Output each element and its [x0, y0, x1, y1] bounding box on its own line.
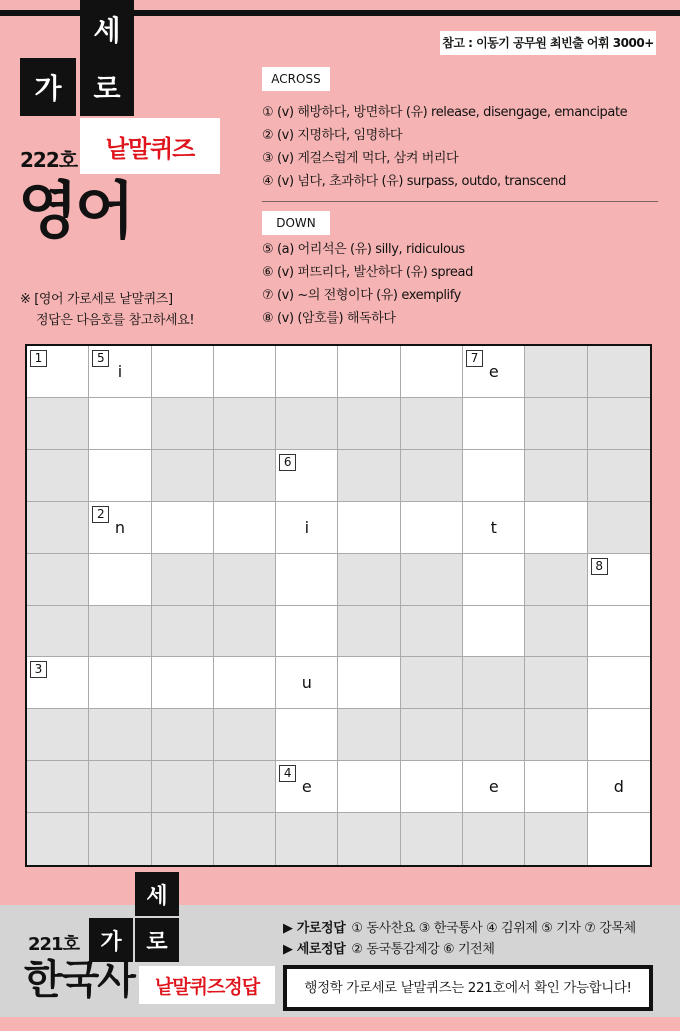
grid-cell-shaded	[338, 606, 400, 658]
grid-cell-shaded	[214, 450, 276, 502]
grid-cell-shaded	[525, 346, 587, 398]
prev-title-char-ro: 로	[135, 918, 179, 962]
note-line-1: ※ [영어 가로세로 낱말퀴즈]	[20, 292, 173, 307]
grid-cell-shaded	[525, 813, 587, 865]
grid-cell-shaded	[401, 398, 463, 450]
grid-cell-shaded	[588, 450, 650, 502]
grid-cell-shaded	[152, 554, 214, 606]
grid-cell-shaded	[525, 709, 587, 761]
grid-cell-shaded	[338, 554, 400, 606]
grid-cell-shaded	[27, 502, 89, 554]
grid-cell-shaded	[27, 761, 89, 813]
grid-cell-white[interactable]	[89, 450, 151, 502]
grid-cell-shaded	[401, 709, 463, 761]
cell-letter: n	[114, 517, 126, 537]
grid-cell-shaded	[463, 709, 525, 761]
grid-cell-shaded	[525, 657, 587, 709]
down-clue: ⑥ (v) 퍼뜨리다, 발산하다 (유) spread	[262, 265, 473, 280]
clue-divider	[262, 201, 658, 202]
grid-cell-shaded	[276, 398, 338, 450]
grid-cell-shaded	[152, 606, 214, 658]
down-clue: ⑦ (v) ~의 전형이다 (유) exemplify	[262, 288, 461, 303]
down-clue-list	[262, 238, 473, 330]
cell-letter: u	[301, 673, 312, 693]
grid-cell-white[interactable]	[152, 346, 214, 398]
grid-cell-white[interactable]	[276, 709, 338, 761]
grid-cell-white[interactable]	[401, 346, 463, 398]
grid-cell-white[interactable]	[276, 554, 338, 606]
grid-cell-shaded	[152, 709, 214, 761]
grid-cell-shaded	[27, 606, 89, 658]
grid-cell-white[interactable]	[214, 346, 276, 398]
cell-letter: e	[488, 777, 499, 797]
grid-cell-shaded	[276, 813, 338, 865]
grid-cell-white[interactable]	[525, 761, 587, 813]
grid-cell-white[interactable]	[588, 761, 650, 813]
grid-cell-shaded	[89, 761, 151, 813]
grid-cell-white[interactable]	[463, 606, 525, 658]
grid-cell-shaded	[27, 554, 89, 606]
across-clue: ④ (v) 넘다, 초과하다 (유) surpass, outdo, transcend	[262, 174, 566, 189]
clue-number: 2	[92, 506, 109, 523]
answer-note	[20, 289, 194, 331]
grid-cell-shaded	[338, 398, 400, 450]
clue-number: 1	[30, 350, 47, 367]
grid-cell-white[interactable]	[401, 502, 463, 554]
issue-number: 222호	[20, 148, 78, 172]
grid-cell-shaded	[152, 761, 214, 813]
grid-cell-white[interactable]	[588, 813, 650, 865]
grid-cell-white[interactable]	[588, 657, 650, 709]
prev-issue-number: 221호	[28, 934, 79, 955]
grid-cell-white[interactable]	[463, 450, 525, 502]
prev-across-label: ▶ 가로정답	[283, 921, 346, 936]
grid-cell-shaded	[463, 813, 525, 865]
title-char-ro: 로	[80, 58, 134, 116]
grid-cell-white[interactable]	[214, 657, 276, 709]
prev-down-values: ② 동국통감제강 ⑥ 기전체	[351, 942, 495, 957]
grid-cell-shaded	[338, 813, 400, 865]
grid-cell-shaded	[525, 554, 587, 606]
grid-cell-white[interactable]	[338, 346, 400, 398]
grid-cell-shaded	[152, 813, 214, 865]
across-clue: ② (v) 지명하다, 임명하다	[262, 128, 403, 143]
grid-cell-shaded	[152, 398, 214, 450]
grid-cell-white[interactable]	[525, 502, 587, 554]
grid-cell-shaded	[401, 813, 463, 865]
grid-cell-white[interactable]	[588, 709, 650, 761]
cell-letter: d	[613, 777, 624, 797]
grid-cell-white[interactable]	[276, 450, 338, 502]
grid-cell-shaded	[214, 709, 276, 761]
grid-cell-white[interactable]	[463, 761, 525, 813]
grid-cell-shaded	[27, 709, 89, 761]
grid-cell-shaded	[214, 606, 276, 658]
grid-cell-white[interactable]	[588, 554, 650, 606]
prev-quiz-subtitle: 낱말퀴즈정답	[139, 966, 275, 1004]
prev-title-char-se: 세	[135, 872, 179, 916]
clue-number: 7	[466, 350, 483, 367]
grid-cell-shaded	[89, 606, 151, 658]
grid-cell-white[interactable]	[463, 502, 525, 554]
grid-cell-white[interactable]	[89, 346, 151, 398]
grid-cell-shaded	[525, 606, 587, 658]
down-header: DOWN	[262, 211, 330, 235]
grid-cell-white[interactable]	[588, 606, 650, 658]
grid-cell-shaded	[152, 450, 214, 502]
grid-cell-white[interactable]	[276, 761, 338, 813]
grid-cell-white[interactable]	[338, 761, 400, 813]
grid-cell-shaded	[588, 346, 650, 398]
prev-title-char-ga: 가	[89, 918, 133, 962]
grid-cell-white[interactable]	[401, 761, 463, 813]
grid-cell-white[interactable]	[89, 554, 151, 606]
clue-number: 8	[591, 558, 608, 575]
notice-banner: 행정학 가로세로 낱말퀴즈는 221호에서 확인 가능합니다!	[283, 965, 653, 1011]
subject-title: 영어	[18, 174, 132, 247]
title-char-se: 세	[80, 0, 134, 58]
grid-cell-shaded	[588, 502, 650, 554]
crossword-grid	[25, 344, 652, 867]
clue-number: 4	[279, 765, 296, 782]
grid-cell-white[interactable]	[89, 502, 151, 554]
grid-cell-white[interactable]	[276, 606, 338, 658]
prev-across-values: ① 동사찬요 ③ 한국통사 ④ 김위제 ⑤ 기자 ⑦ 강목체	[351, 921, 636, 936]
across-clue-list	[262, 101, 627, 193]
grid-cell-white[interactable]	[27, 346, 89, 398]
grid-cell-white[interactable]	[89, 657, 151, 709]
cell-letter: i	[117, 362, 123, 381]
grid-cell-white[interactable]	[27, 657, 89, 709]
grid-cell-shaded	[214, 761, 276, 813]
grid-cell-shaded	[525, 450, 587, 502]
grid-cell-white[interactable]	[276, 346, 338, 398]
grid-cell-shaded	[27, 450, 89, 502]
grid-cell-shaded	[401, 606, 463, 658]
grid-cell-shaded	[463, 657, 525, 709]
grid-cell-shaded	[27, 398, 89, 450]
grid-cell-white[interactable]	[463, 554, 525, 606]
grid-cell-shaded	[401, 657, 463, 709]
grid-cell-shaded	[525, 398, 587, 450]
grid-cell-white[interactable]	[276, 657, 338, 709]
clue-number: 6	[279, 454, 296, 471]
prev-down-answers	[283, 938, 495, 957]
prev-across-answers	[283, 917, 636, 936]
title-char-ga: 가	[20, 58, 76, 116]
grid-cell-shaded	[89, 813, 151, 865]
cell-letter: e	[301, 777, 312, 797]
quiz-subtitle: 낱말퀴즈	[80, 118, 220, 174]
grid-cell-white[interactable]	[463, 346, 525, 398]
cell-letter: e	[488, 362, 499, 381]
across-clue: ① (v) 해방하다, 방면하다 (유) release, disengage, emancipate	[262, 105, 628, 120]
prev-subject-title: 한국사	[24, 957, 134, 1003]
grid-cell-shaded	[214, 554, 276, 606]
grid-cell-shaded	[338, 709, 400, 761]
grid-cell-shaded	[338, 450, 400, 502]
grid-cell-white[interactable]	[463, 398, 525, 450]
cell-letter: i	[304, 517, 310, 537]
grid-cell-shaded	[214, 398, 276, 450]
reference-label: 참고 : 이동기 공무원 최빈출 어휘 3000+	[440, 31, 656, 55]
grid-cell-shaded	[401, 554, 463, 606]
grid-cell-shaded	[27, 813, 89, 865]
down-clue: ⑤ (a) 어리석은 (유) silly, ridiculous	[262, 242, 465, 257]
grid-cell-white[interactable]	[89, 398, 151, 450]
grid-cell-white[interactable]	[214, 502, 276, 554]
grid-cell-shaded	[588, 398, 650, 450]
grid-cell-shaded	[89, 709, 151, 761]
prev-down-label: ▶ 세로정답	[283, 942, 346, 957]
grid-cell-white[interactable]	[152, 657, 214, 709]
grid-cell-white[interactable]	[276, 502, 338, 554]
across-clue: ③ (v) 게걸스럽게 먹다, 삼켜 버리다	[262, 151, 459, 166]
grid-cell-shaded	[401, 450, 463, 502]
note-line-2: 정답은 다음호를 참고하세요!	[36, 313, 195, 328]
grid-cell-shaded	[214, 813, 276, 865]
clue-number: 5	[92, 350, 109, 367]
clue-number: 3	[30, 661, 47, 678]
across-header: ACROSS	[262, 67, 330, 91]
cell-letter: t	[490, 517, 497, 537]
down-clue: ⑧ (v) (암호를) 해독하다	[262, 311, 396, 326]
grid-cell-white[interactable]	[152, 502, 214, 554]
grid-cell-white[interactable]	[338, 502, 400, 554]
grid-cell-white[interactable]	[338, 657, 400, 709]
